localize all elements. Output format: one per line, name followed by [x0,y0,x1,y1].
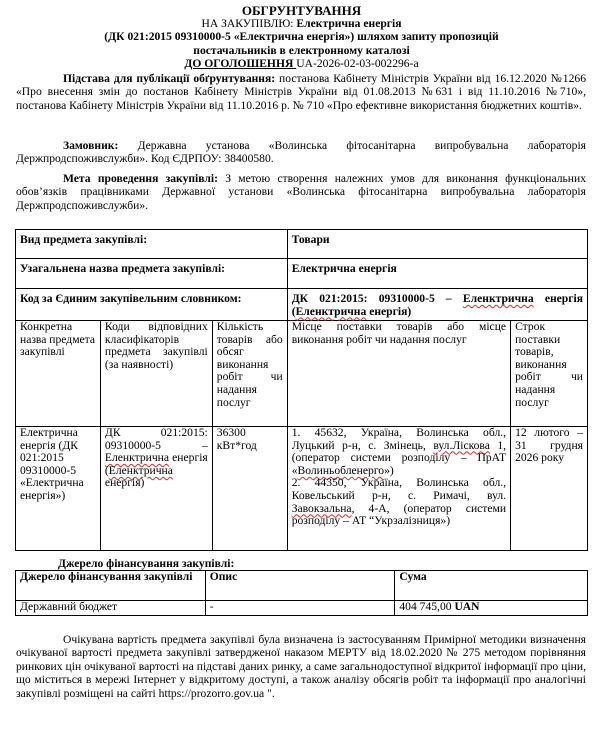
subject-name-label: Узагальнена назва предмета закупівлі: [16,259,288,289]
funding-table [15,570,588,616]
cell-delivery-term: 12 лютого – 31 грудня 2026 року [511,427,588,551]
header-subject: Електрична енергія [296,17,402,30]
document-header [0,17,603,70]
closing-paragraph: Очікувана вартість предмета закупівлі була визначена із застосуванням Примірної методики визначення очікуваної вартості предмета закупівлі затвердженої наказом МЕРТУ від 18.02.2020 № 275 методом порівняння ринкових цін очікуваної вартості на підставі даних ринку, а саме загальнодоступної відкритої інформації про ціни, що міститься в мережі Інтернет у відкритому доступі, а також аналізу обсягів робіт та інформації про аналогічні закупівлі розміщені на сайті https://prozorro.gov.ua ". [16,633,586,700]
detail-data-row [16,427,588,551]
detail-header-row [16,321,588,427]
header-quantity: Кількість товарів або обсяг виконання робіт чи надання послуг [212,321,287,427]
table-row [16,259,588,289]
funding-data-row [16,601,588,616]
subject-type-value: Товари [287,230,587,259]
header-specific-name: Конкретна назва предмета закупівлі [16,321,101,427]
header-line-3: постачальників в електронному каталозі [193,43,410,57]
cpv-code-label: Код за Єдиним закупівельним словником: [16,289,288,321]
funding-description-value: - [205,601,395,616]
delivery-place-1: 1. 45632, Україна, Волинська обл., Луцький р-н, с. Змінець, вул.Ліскова 1, (оператор системи розподілу – ПрАТ «Волиньобленерго») [291,426,507,477]
announcement-id: UA-2026-02-03-002296-a [296,56,419,70]
cell-delivery-places [287,427,510,551]
header-line-4: ДО ОГОЛОШЕННЯ UA-2026-02-03-002296-a [184,56,419,70]
header-delivery-term: Строк поставки товарів, виконання робіт чи надання послуг [511,321,588,427]
table-row [16,230,588,259]
cpv-code-value: ДК 021:2015: 09310000-5 – Еленктрична енергія (Еленктрична енергія) [287,289,587,321]
subject-name-value: Електрична енергія [287,259,587,289]
header-classifier-codes: Коди відповідних класифікаторів предмета закупівлі (за наявності) [100,321,212,427]
header-line-2: (ДК 021:2015 09310000-5 «Електрична енергія») шляхом запиту пропозицій [104,30,499,44]
cell-item-code: ДК 021:2015: 09310000-5 – Еленктрична енергія (Еленктрична енергія) [100,427,212,551]
funding-sum-header: Сума [395,571,588,601]
funding-description-header: Опис [205,571,395,601]
delivery-place-2: 2. 44350, Україна, Волинська обл., Ковельський р-н, с. Римачі, вул. Завокзальна, 4-А, (оператор системи розподілу – АТ “Укрзалізниця») [291,476,507,528]
funding-title: Джерело фінансування закупівлі: [58,557,235,570]
header-delivery-place: Місце поставки товарів або місце виконання робіт чи надання послуг [287,321,510,427]
basis-paragraph: Підстава для публікації обґрунтування: постанова Кабінету Міністрів України від 16.12.2020 №1266 «Про внесення змін до постанов Кабінету Міністрів України від 01.08.2013 №631 і від 11.10.2016 №710», постанова Кабінету Міністрів України від 11.10.2016 р. № 710 «Про ефективне використання бюджетних коштів». [16,72,586,112]
table-row [16,289,588,321]
cell-quantity: 36300 кВт*год [212,427,287,551]
subject-type-label: Вид предмета закупівлі: [16,230,288,259]
funding-header-row [16,571,588,601]
customer-paragraph: Замовник: Державна установа «Волинська фітосанітарна випробувальна лабораторія Держпродспоживслужби». Код ЄДРПОУ: 38400580. [16,139,586,166]
funding-sum-value: 404 745,00 UAN [395,601,588,616]
purpose-paragraph: Мета проведення закупівлі: З метою створення належних умов для виконання функціональних обов’язків працівниками Державної установи «Волинська фітосанітарна випробувальна лабораторія Держпродспоживслужби». [16,172,586,212]
funding-source-header: Джерело фінансування закупівлі [16,571,206,601]
cell-item-name: Електрична енергія (ДК 021:2015 09310000-5 «Електрична енергія») [16,427,101,551]
funding-source-value: Державний бюджет [16,601,206,616]
document-title: ОБГРУНТУВАННЯ [241,3,362,18]
header-line-1: НА ЗАКУПІВЛЮ: Електрична енергія [201,17,402,30]
procurement-table-main [15,229,588,551]
